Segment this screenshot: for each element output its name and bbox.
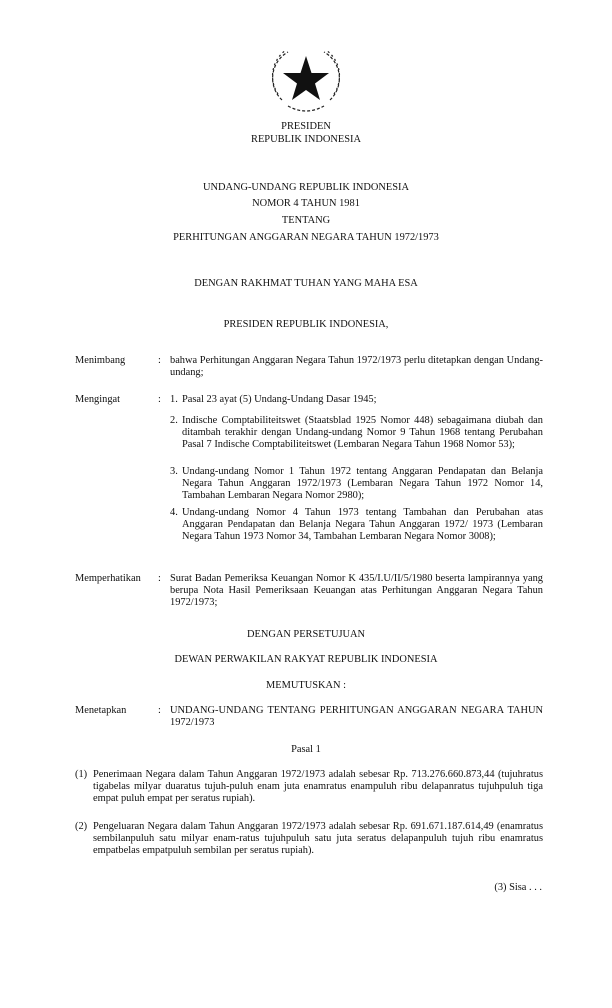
invocation: DENGAN RAKHMAT TUHAN YANG MAHA ESA: [194, 278, 418, 289]
menimbang-label: Menimbang: [75, 355, 126, 366]
title-line-4: PERHITUNGAN ANGGARAN NEGARA TAHUN 1972/1973: [173, 232, 439, 243]
pasal-1-heading: Pasal 1: [291, 744, 321, 755]
item-number: 4.: [170, 507, 178, 518]
item-number: 2.: [170, 415, 178, 426]
colon: :: [158, 573, 161, 584]
menetapkan-label: Menetapkan: [75, 705, 127, 716]
memutuskan-heading: MEMUTUSKAN :: [266, 680, 346, 691]
mengingat-label: Mengingat: [75, 394, 121, 405]
item-text: Penerimaan Negara dalam Tahun Anggaran 1972/1973 adalah sebesar Rp. 713.276.660.873,44 (tujuhratus tigabelas milyar duaratus tujuh-puluh enam juta enamratus enampuluh ribu delapanratus tujuhpuluh tiga empat puluh empat per seratus rupiah).: [93, 769, 543, 804]
presidential-seal-emblem: [268, 42, 344, 118]
item-text: Undang-undang Nomor 1 Tahun 1972 tentang Anggaran Pendapatan dan Belanja Negara Tahun Anggaran 1972/1973 (Lembaran Negara Tahun 1972 Nomor 14, Tambahan Lembaran Negara Nomor 2980);: [182, 466, 543, 501]
colon: :: [158, 705, 161, 716]
page-continuation: (3) Sisa . . .: [494, 882, 542, 893]
menetapkan-text: UNDANG-UNDANG TENTANG PERHITUNGAN ANGGARAN NEGARA TAHUN 1972/1973: [170, 705, 543, 728]
item-number: (2): [75, 821, 88, 832]
colon: :: [158, 394, 161, 405]
colon: :: [158, 355, 161, 366]
dpr-heading: DEWAN PERWAKILAN RAKYAT REPUBLIK INDONESIA: [174, 654, 438, 665]
item-text: Pasal 23 ayat (5) Undang-Undang Dasar 1945;: [182, 394, 377, 405]
item-number: 3.: [170, 466, 178, 477]
item-number: (1): [75, 769, 88, 780]
title-line-1: UNDANG-UNDANG REPUBLIK INDONESIA: [202, 182, 410, 193]
item-text: Undang-undang Nomor 4 Tahun 1973 tentang Tambahan dan Perubahan atas Anggaran Pendapatan dan Belanja Negara Tahun Anggaran 1972/ 1973 (Lembaran Negara Tahun 1973 Nomor 34, Tambahan Lembaran Negara Nomor 3008);: [182, 507, 543, 542]
persetujuan-heading: DENGAN PERSETUJUAN: [246, 629, 366, 640]
menimbang-text: bahwa Perhitungan Anggaran Negara Tahun 1972/1973 perlu ditetapkan dengan Undang-undang;: [170, 355, 543, 378]
header-presiden: PRESIDEN: [281, 121, 331, 132]
header-republik-indonesia: REPUBLIK INDONESIA: [251, 134, 361, 145]
item-text: Pengeluaran Negara dalam Tahun Anggaran 1972/1973 adalah sebesar Rp. 691.671.187.614,49 (enamratus sembilanpuluh satu milyar enam-ratus tujuhpuluh satu juta seratus delapanpuluh tujuh ribu enamratus empatbelas empatpuluh sembilan per seratus rupiah).: [93, 821, 543, 856]
memperhatikan-text: Surat Badan Pemeriksa Keuangan Nomor K 435/I.U/II/5/1980 beserta lampirannya yang berupa Nota Hasil Pemeriksaan Keuangan atas Perhitungan Anggaran Negara Tahun 1972/1973;: [170, 573, 543, 608]
title-line-2: NOMOR 4 TAHUN 1981: [252, 198, 360, 209]
pasal-item: [75, 821, 543, 857]
pasal-item: [75, 769, 543, 805]
title-line-3: TENTANG: [281, 215, 331, 226]
item-text: Indische Comptabiliteitswet (Staatsblad 1925 Nomor 448) sebagaimana diubah dan ditambah terakhir dengan Undang-undang Nomor 9 Tahun 1968 tentang Perubahan Pasal 7 Indische Comptabiliteitswet (Lembaran Negara Tahun 1968 Nomor 53);: [182, 415, 543, 450]
item-number: 1.: [170, 394, 178, 405]
memperhatikan-label: Memperhatikan: [75, 573, 141, 584]
president-heading: PRESIDEN REPUBLIK INDONESIA,: [223, 319, 389, 330]
